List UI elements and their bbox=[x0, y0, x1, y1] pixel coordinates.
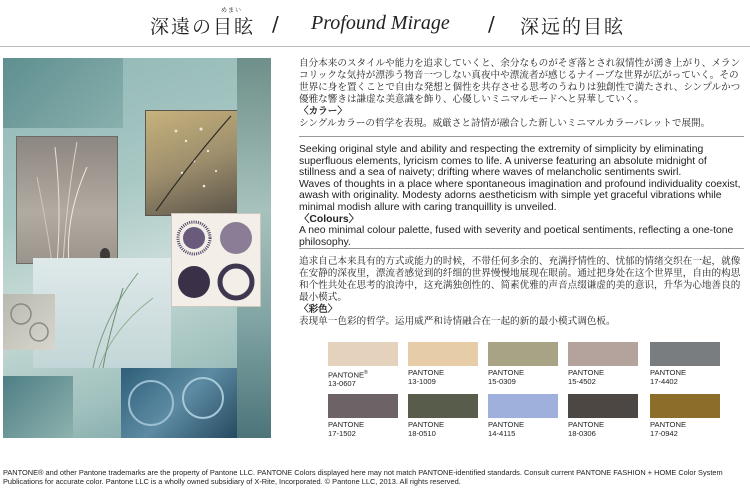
swatch-chip bbox=[650, 342, 720, 366]
swatch-brand: PANTONE bbox=[408, 368, 445, 377]
pantone-swatch-14-4115 bbox=[488, 394, 558, 438]
swatch-brand: PANTONE bbox=[650, 368, 687, 377]
swatch-label bbox=[568, 369, 638, 386]
swatch-code: 13-1009 bbox=[408, 376, 436, 386]
english-colour-heading: 〈Colours〉 bbox=[299, 213, 360, 225]
japanese-paragraph: 自分本来のスタイルや能力を追求していくと、余分なものがそぎ落とされ叙情性が湧き上がり、メランコリックな気持が漂渉う物音一つしない真夜中や漂流者が感じるナイーブな世界が広がっていく。その世界に身を置くことで自由な発想と個性を共存させる思考のうねりは独創性で満たされ、シンプルかつ優雅な響きは謙虚な美意識を飾り、心優しいミニマルモードへと昇華していく。 bbox=[299, 58, 741, 105]
swatch-chip bbox=[650, 394, 720, 418]
swatch-chip bbox=[328, 342, 398, 366]
swatch-brand: PANTONE bbox=[408, 420, 445, 429]
swatch-label bbox=[650, 369, 720, 386]
swatch-chip bbox=[408, 342, 478, 366]
swatch-label bbox=[650, 421, 720, 438]
japanese-description bbox=[299, 58, 743, 130]
pantone-swatch-13-1009 bbox=[408, 342, 478, 386]
title-japanese-ruby: めまい bbox=[221, 7, 243, 14]
swatch-label bbox=[328, 421, 398, 438]
collage-grass-photo bbox=[16, 136, 118, 264]
title-chinese: 深远的目眩 bbox=[520, 16, 626, 38]
swatch-brand: PANTONE bbox=[328, 420, 365, 429]
pantone-swatch-17-1502 bbox=[328, 394, 398, 438]
section-divider bbox=[299, 136, 744, 137]
collage-blue-pattern bbox=[121, 368, 237, 438]
swatch-code: 17-1502 bbox=[328, 428, 356, 438]
english-description bbox=[299, 144, 743, 248]
pantone-swatch-17-4402 bbox=[650, 342, 720, 386]
swatch-brand: PANTONE bbox=[488, 368, 525, 377]
swatch-reg-mark: ® bbox=[364, 370, 368, 376]
swatch-chip bbox=[488, 342, 558, 366]
swatch-brand: PANTONE bbox=[328, 370, 365, 380]
japanese-colour-text: シングルカラーの哲学を表現。威厳さと詩情が融合した新しいミニマルカラーパレットで展開。 bbox=[299, 118, 711, 129]
swatch-code: 18-0510 bbox=[408, 428, 436, 438]
english-paragraph-2: Waves of thoughts in a place where spontaneous imagination and profound individuality coexist, awash with originality. Modesty adorns aestheticism with simple yet graceful vibrations while minimal modish allure with caring tranquillity is unveiled. bbox=[299, 178, 741, 213]
swatch-label bbox=[408, 369, 478, 386]
swatch-chip bbox=[408, 394, 478, 418]
swatch-code: 15-4502 bbox=[568, 376, 596, 386]
swatch-code: 18-0306 bbox=[568, 428, 596, 438]
swatch-chip bbox=[568, 394, 638, 418]
pantone-swatch-13-0607 bbox=[328, 342, 398, 389]
swatch-label bbox=[488, 369, 558, 386]
pantone-swatch-18-0306 bbox=[568, 394, 638, 438]
collage-circles-card bbox=[171, 213, 261, 307]
collage-seed-photo bbox=[145, 110, 239, 216]
japanese-colour-heading: 〈カラー〉 bbox=[299, 106, 347, 117]
english-colour-text: A neo minimal colour palette, fused with severity and poetical sentiments, reflecting a one-tone philosophy. bbox=[299, 225, 734, 248]
chinese-colour-heading: 〈彩色〉 bbox=[299, 304, 338, 315]
swatch-label bbox=[328, 369, 398, 389]
swatch-brand: PANTONE bbox=[650, 420, 687, 429]
swatch-chip bbox=[568, 342, 638, 366]
title-japanese: 深遠の目眩 bbox=[150, 16, 256, 38]
swatch-code: 15-0309 bbox=[488, 376, 516, 386]
swatch-brand: PANTONE bbox=[568, 368, 605, 377]
page-header bbox=[0, 0, 750, 52]
swatch-brand: PANTONE bbox=[568, 420, 605, 429]
collage-grey-texture bbox=[3, 294, 55, 350]
swatch-label bbox=[568, 421, 638, 438]
collage-teal-panel bbox=[3, 58, 123, 128]
swatch-chip bbox=[488, 394, 558, 418]
pantone-swatch-15-4502 bbox=[568, 342, 638, 386]
swatch-code: 14-4115 bbox=[488, 428, 516, 438]
chinese-colour-text: 表现单一色彩的哲学。运用威严和诗情融合在一起的新的最小模式调色板。 bbox=[299, 316, 616, 327]
mood-collage-image bbox=[3, 58, 271, 438]
pantone-swatch-17-0942 bbox=[650, 394, 720, 438]
title-english: Profound Mirage bbox=[311, 12, 450, 34]
section-divider bbox=[299, 248, 744, 249]
swatch-brand: PANTONE bbox=[488, 420, 525, 429]
title-separator: / bbox=[272, 12, 279, 36]
english-paragraph-1: Seeking original style and ability and respecting the extremity of simplicity by eliminating superfluous elements, lyricism comes to life. A universe featuring an absolute midnight of stillness and a sea of naivety; drifting where waves of melancholic sentiments swirl. bbox=[299, 144, 707, 179]
swatch-code: 17-0942 bbox=[650, 428, 678, 438]
swatch-code: 13-0607 bbox=[328, 379, 356, 389]
pantone-swatch-18-0510 bbox=[408, 394, 478, 438]
title-separator: / bbox=[488, 12, 495, 36]
legal-footer: PANTONE® and other Pantone trademarks are the property of Pantone LLC. PANTONE Colors displayed here may not match PANTONE-identified standards. Consult current PANTONE FASHION + HOME Color System Publications for accurate color. Pantone LLC is a wholly owned subsidiary of X-Rite, Incorporated. © Pantone LLC, 2013. All rights reserved. bbox=[3, 468, 723, 486]
swatch-label bbox=[488, 421, 558, 438]
pantone-swatch-15-0309 bbox=[488, 342, 558, 386]
swatch-label bbox=[408, 421, 478, 438]
chinese-paragraph: 追求自己本来具有的方式或能力的时候，不带任何多余的、充满抒情性的、忧郁的情绪交织在一起，就像在安静的深夜里，漂流者感觉到的纤细的世界慢慢地展现在眼前。通过把身处在这个世界里，自由的构思和个性共处在思考的浪涛中，这充满独创性的、简素优雅的声音点缀谦虚的美的意识，升华为心地善良的最小模式。 bbox=[299, 256, 741, 303]
chinese-description bbox=[299, 256, 743, 328]
swatch-code: 17-4402 bbox=[650, 376, 678, 386]
collage-bottom-left bbox=[3, 376, 73, 438]
swatch-chip bbox=[328, 394, 398, 418]
header-rule bbox=[0, 46, 750, 47]
